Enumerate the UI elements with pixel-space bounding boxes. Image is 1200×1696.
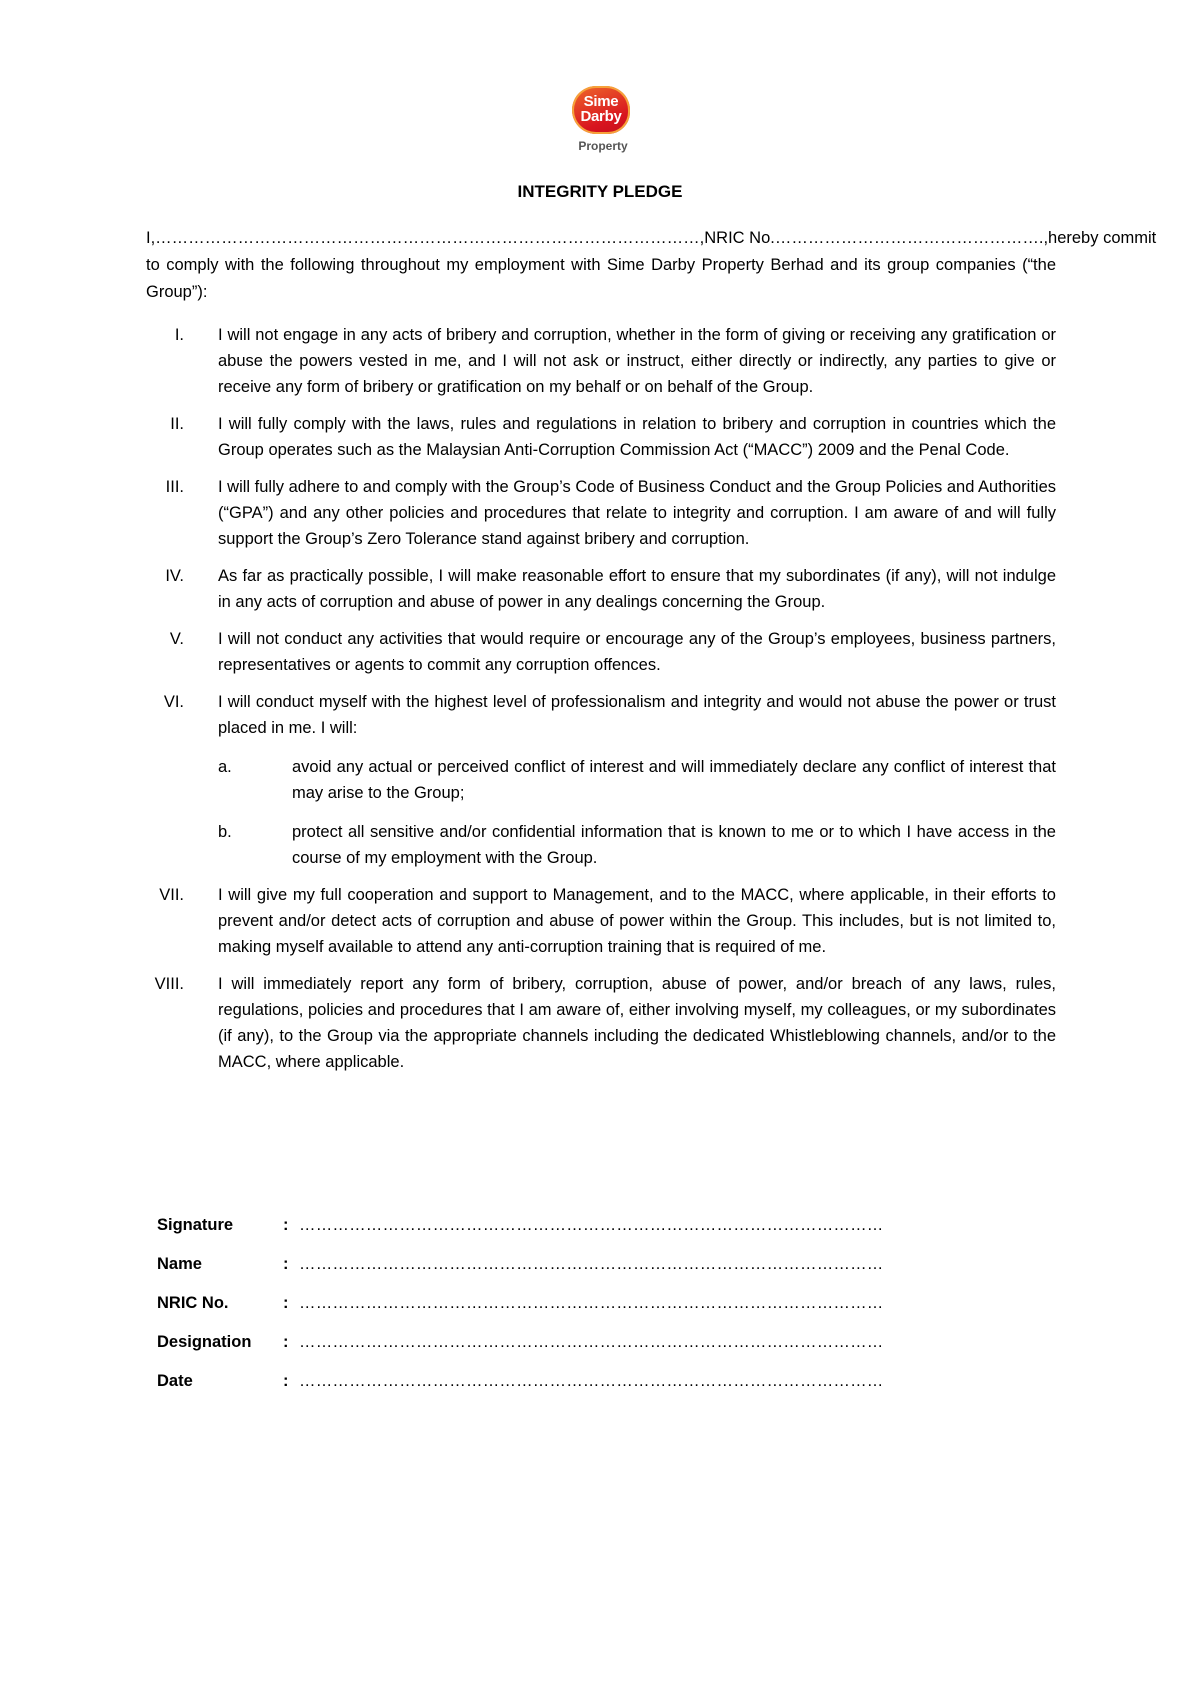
pledge-item — [146, 971, 1056, 1075]
field-colon: : — [283, 1333, 289, 1351]
pledge-number: VI. — [163, 693, 184, 711]
field-label: Designation — [157, 1333, 252, 1351]
intro-suffix: hereby commit — [1048, 229, 1157, 247]
pledge-text: As far as practically possible, I will make reasonable effort to ensure that my subordinates (if any), will not indulge in any acts of corruption and abuse of power in any dealings concerning the Group. — [218, 567, 1056, 611]
pledge-item — [146, 689, 1056, 871]
field-colon: : — [283, 1294, 289, 1312]
pledge-subitem — [218, 754, 1056, 806]
pledge-text: I will immediately report any form of bribery, corruption, abuse of power, and/or breach of any laws, rules, regulations, policies and procedures that I am aware of, either involving myself, my colleagues, or my subordinates (if any), to the Group via the appropriate channels including the dedicated Whistleblowing channels, and/or to the MACC, where applicable. — [218, 975, 1056, 1071]
field-label: Name — [157, 1255, 202, 1273]
nric-blank-line[interactable]: …………………………………………………………………………………………… — [299, 1294, 884, 1312]
pledge-item — [146, 474, 1056, 552]
intro-first-line — [146, 225, 1157, 252]
pledge-number: I. — [174, 326, 184, 344]
pledge-text: I will not conduct any activities that would require or encourage any of the Group’s employees, business partners, representatives or agents to commit any corruption offences. — [218, 630, 1056, 674]
designation-blank-line[interactable]: …………………………………………………………………………………………… — [299, 1333, 884, 1351]
nric-row — [157, 1294, 884, 1333]
date-row — [157, 1372, 884, 1411]
pledge-number: III. — [165, 478, 184, 496]
logo-line-1: Sime — [583, 93, 619, 110]
pledge-item — [146, 563, 1056, 615]
pledge-body — [218, 689, 1056, 871]
pledge-text: I will fully adhere to and comply with the Group’s Code of Business Conduct and the Group Policies and Authorities (“GPA”) and any other policies and procedures that relate to integrity and corruption. I am aware of and will fully support the Group’s Zero Tolerance stand against bribery and corruption. — [218, 478, 1056, 548]
pledge-item — [146, 882, 1056, 960]
logo-badge — [572, 86, 630, 134]
signature-blank[interactable]: …………………………………………………………………………………………… — [299, 1216, 884, 1234]
subitem-text: protect all sensitive and/or confidential information that is known to me or to which I have access in the course of my employment with the Group. — [292, 823, 1056, 867]
logo-subtitle: Property — [578, 139, 628, 153]
page-title: INTEGRITY PLEDGE — [517, 182, 683, 201]
logo-line-2: Darby — [580, 108, 622, 125]
pledge-text: I will fully comply with the laws, rules and regulations in relation to bribery and corruption in countries which the Group operates such as the Malaysian Anti-Corruption Commission Act (“MACC”) 2009 and the Penal Code. — [218, 415, 1056, 459]
pledge-subitem — [218, 819, 1056, 871]
intro-prefix: I, — [146, 229, 156, 247]
field-colon: : — [283, 1255, 289, 1273]
pledge-item — [146, 626, 1056, 678]
pledge-text: I will conduct myself with the highest level of professionalism and integrity and would not abuse the power or trust placed in me. I will: — [218, 693, 1056, 737]
nric-blank: …………………………………………., — [774, 229, 1049, 247]
field-colon: : — [283, 1216, 289, 1234]
name-row — [157, 1255, 884, 1294]
signature-block — [157, 1216, 884, 1411]
sime-darby-property-logo — [570, 86, 640, 158]
subitem-text: avoid any actual or perceived conflict of interest and will immediately declare any conflict of interest that may arise to the Group; — [292, 758, 1056, 802]
subitem-letter: a. — [218, 758, 232, 776]
pledge-item — [146, 322, 1056, 400]
pledge-item — [146, 411, 1056, 463]
pledge-number: II. — [170, 415, 184, 433]
field-label: Signature — [157, 1216, 234, 1234]
pledge-number: IV. — [165, 567, 184, 585]
nric-label: NRIC No. — [704, 229, 775, 247]
subitem-letter: b. — [218, 823, 232, 841]
intro-paragraph — [146, 225, 1157, 306]
pledge-list — [146, 322, 1056, 1086]
field-label: NRIC No. — [157, 1294, 229, 1312]
field-label: Date — [157, 1372, 193, 1390]
name-blank-line[interactable]: …………………………………………………………………………………………… — [299, 1255, 884, 1273]
pledge-number: VII. — [159, 886, 184, 904]
signature-row — [157, 1216, 884, 1255]
pledge-number: VIII. — [154, 975, 184, 993]
name-blank: ………………………………………………………………………………………, — [155, 229, 705, 247]
designation-row — [157, 1333, 884, 1372]
pledge-text: I will not engage in any acts of bribery and corruption, whether in the form of giving or receiving any gratification or abuse the powers vested in me, and I will not ask or instruct, either directly or indirectly, any parties to give or receive any form of bribery or gratification on my behalf or on behalf of the Group. — [218, 326, 1056, 396]
field-colon: : — [283, 1372, 289, 1390]
date-blank-line[interactable]: …………………………………………………………………………………………… — [299, 1372, 884, 1390]
pledge-text: I will give my full cooperation and support to Management, and to the MACC, where applicable, in their efforts to prevent and/or detect acts of corruption and abuse of power within the Group. This includes, but is not limited to, making myself available to attend any anti-corruption training that is required of me. — [218, 886, 1056, 956]
intro-rest: to comply with the following throughout my employment with Sime Darby Property Berhad and its group companies (“the Group”): — [146, 256, 1056, 301]
pledge-number: V. — [169, 630, 184, 648]
